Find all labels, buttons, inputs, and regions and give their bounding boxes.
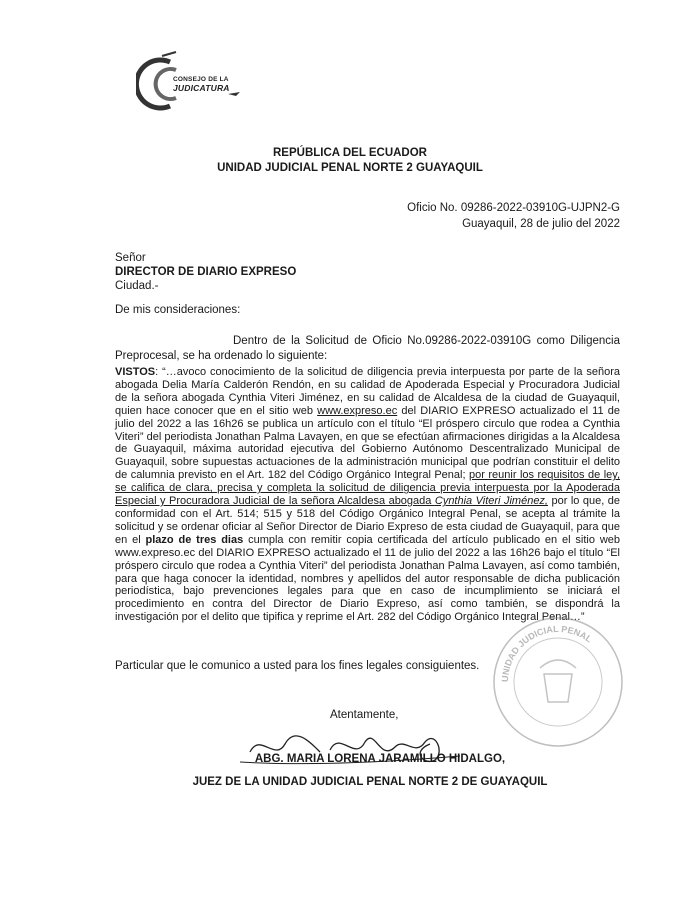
vistos-text-1: : “…avoco conocimiento de la solicitud de diligencia previa interpuesta por parte de la señora abogada Delia María Calderón Rendón, en su calidad de Apoderada Especial y Procuradora Judicial de la señora abogada Cynthia Viteri Jiménez, en su calidad de Alcaldesa de la ciudad de Guayaquil, quien hace conocer que en el sitio web <box>115 366 620 417</box>
oficio-number: Oficio No. 09286-2022-03910G-UJPN2-G <box>407 202 620 214</box>
seal-text: UNIDAD JUDICIAL PENAL <box>499 623 594 683</box>
header-country: REPÚBLICA DEL ECUADOR <box>273 147 427 159</box>
greeting: De mis consideraciones: <box>115 304 241 316</box>
expreso-link[interactable]: www.expreso.ec <box>317 404 398 417</box>
intro-paragraph: Dentro de la Solicitud de Oficio No.09286-2022-03910G como Diligencia Preprocesal, se ha ordenado lo siguiente: <box>115 335 620 362</box>
logo-line1: CONSEJO DE LA <box>173 76 229 83</box>
judge-role: JUEZ DE LA UNIDAD JUDICIAL PENAL NORTE 2 DE GUAYAQUIL <box>192 776 548 788</box>
vistos-text-2: del DIARIO EXPRESO actualizado el 11 de julio del 2022 a las 16h26 se publica un artículo con el título “El próspero circulo que rodea a Cynthia Viteri” del periodista Jonathan Palma Lavayen, en que se efectúan afirmaciones dirigidas a la Alcaldesa de Guayaquil, máxima autoridad ejecutiva del Gobierno Autónomo Descentralizado Municipal de Guayaquil, sobre supuestas actuaciones de la administración municipal que podrían constituir el delito de calumnia previsto en el Art. 182 del Código Orgánico Integral Penal; <box>115 404 620 482</box>
vistos-paragraph <box>115 366 620 624</box>
vistos-deadline: plazo de tres dias <box>145 533 244 546</box>
vistos-text-4: cumpla con remitir copia certificada del artículo publicado en el sitio web www.expreso.ec del DIARIO EXPRESO actualizado el 11 de julio del 2022 a las 16h26 bajo el título “El próspero circulo que rodea a Cynthia Viteri” del periodista Jonathan Palma Lavayen, así como también, para que haga conocer la identidad, nombres y apellidos del autor responsable de dicha publicación periodística, bajo prevenciones legales para que en caso de incumplimiento se iniciará el procedimiento en contra del Director de Diario Expreso, así como también, se dispondrá la investigación por el delito que tipifica y reprime el Art. 282 del Código Orgánico Integral Penal…” <box>115 533 621 624</box>
vistos-underlined-name: Cynthia Viteri Jiménez, <box>434 495 548 508</box>
document-header <box>0 146 700 176</box>
logo-text <box>173 76 230 92</box>
court-seal <box>488 612 628 752</box>
recipient-block <box>115 251 296 293</box>
vistos-label: VISTOS <box>115 366 156 378</box>
recipient-city: Ciudad.- <box>115 280 159 292</box>
vistos-underlined-text: por reunir los requisitos de ley, se califica de clara, precisa y completa la solicitud de diligencia previa interpuesta por la Apoderada Especial y Procuradora Judicial de la señora Alcaldesa abogada <box>115 469 620 508</box>
atentamente: Atentamente, <box>330 709 399 721</box>
judge-name: ABG. MARIA LORENA JARAMILLO HIDALGO, <box>254 753 506 765</box>
recipient-title: DIRECTOR DE DIARIO EXPRESO <box>115 266 297 278</box>
oficio-block <box>407 200 620 232</box>
oficio-date: Guayaquil, 28 de julio del 2022 <box>462 218 620 230</box>
recipient-salutation: Señor <box>115 252 146 264</box>
header-unit: UNIDAD JUDICIAL PENAL NORTE 2 GUAYAQUIL <box>217 162 483 174</box>
logo-line2: JUDICATURA <box>173 83 230 93</box>
signature <box>230 722 470 774</box>
vistos-text-3: por lo que, de conformidad con el Art. 514; 515 y 518 del Código Orgánico Integral Penal, se acepta al trámite la solicitud y se ordenar oficiar al Señor Director de Diario Expreso de esta ciudad de Guayaquil, para que en el <box>115 495 620 546</box>
closing-line: Particular que le comunico a usted para los fines legales consiguientes. <box>115 660 480 672</box>
